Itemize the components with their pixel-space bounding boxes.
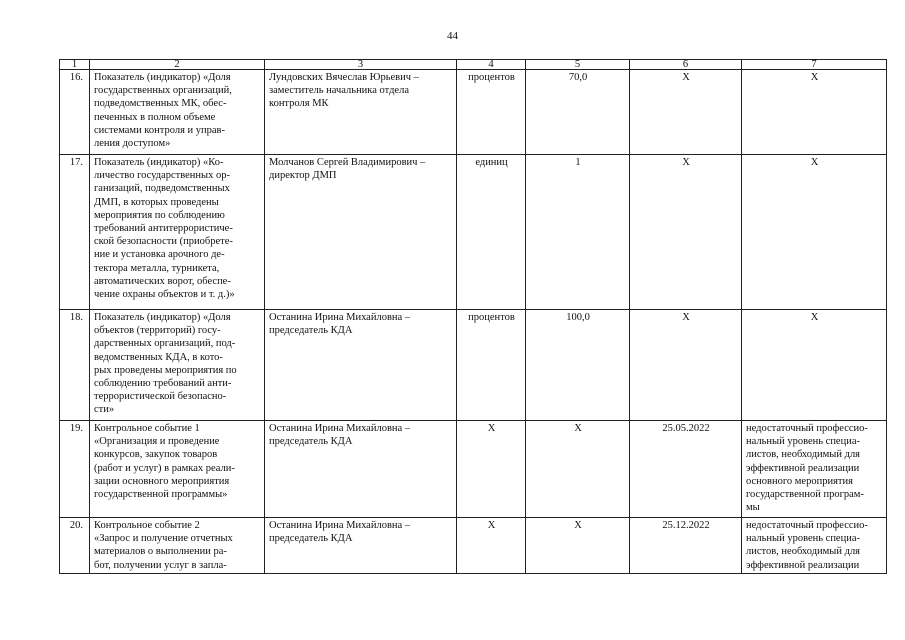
- row-number: 18.: [60, 310, 90, 421]
- row-number: 20.: [60, 518, 90, 574]
- date-cell: X: [630, 310, 742, 421]
- table-row: [60, 518, 887, 574]
- table-row: [60, 310, 887, 421]
- unit-cell: X: [457, 518, 526, 574]
- event-name: Контрольное событие 2 «Запрос и получение отчетных материалов о выполнении ра- бот, получении услуг в запла-: [90, 518, 265, 574]
- page-number: 44: [447, 30, 458, 42]
- indicator-name: Показатель (индикатор) «Доля государственных организаций, подведомственных МК, обес- печенных в полном объеме системами контроля и управ- ления доступом»: [90, 70, 265, 155]
- column-header: 5: [526, 60, 630, 70]
- responsible-person: Молчанов Сергей Владимирович – директор ДМП: [265, 155, 457, 310]
- unit-cell: процентов: [457, 310, 526, 421]
- risk-cell: недостаточный профессио- нальный уровень специа- листов, необходимый для эффективной реализации основного мероприятия государственной програм- мы: [742, 421, 887, 518]
- risk-cell: X: [742, 70, 887, 155]
- table-header-row: [60, 60, 887, 70]
- column-header: 4: [457, 60, 526, 70]
- risk-cell: X: [742, 310, 887, 421]
- responsible-person: Останина Ирина Михайловна – председатель КДА: [265, 421, 457, 518]
- column-header: 7: [742, 60, 887, 70]
- date-cell: X: [630, 70, 742, 155]
- document-table: [59, 59, 887, 574]
- indicator-name: Показатель (индикатор) «Доля объектов (территорий) госу- дарственных организаций, под- ведомственных КДА, в кото- рых проведены мероприятия по соблюдению требований анти- террористической безопасно- сти»: [90, 310, 265, 421]
- column-header: 3: [265, 60, 457, 70]
- table-row: [60, 70, 887, 155]
- row-number: 16.: [60, 70, 90, 155]
- date-cell: 25.05.2022: [630, 421, 742, 518]
- responsible-person: Останина Ирина Михайловна – председатель КДА: [265, 518, 457, 574]
- column-header: 2: [90, 60, 265, 70]
- date-cell: 25.12.2022: [630, 518, 742, 574]
- table-row: [60, 421, 887, 518]
- risk-cell: X: [742, 155, 887, 310]
- row-number: 17.: [60, 155, 90, 310]
- table-row: [60, 155, 887, 310]
- value-cell: 1: [526, 155, 630, 310]
- column-header: 1: [60, 60, 90, 70]
- indicator-name: Показатель (индикатор) «Ко- личество государственных ор- ганизаций, подведомственных ДМП, в которых проведены мероприятия по соблюдению требований антитеррористиче- ской безопасности (приобрете- ние и установка арочного де- тектора металла, турникета, автоматических ворот, обеспе- чение охраны объектов и т. д.)»: [90, 155, 265, 310]
- value-cell: X: [526, 518, 630, 574]
- responsible-person: Останина Ирина Михайловна – председатель КДА: [265, 310, 457, 421]
- value-cell: 100,0: [526, 310, 630, 421]
- date-cell: X: [630, 155, 742, 310]
- value-cell: 70,0: [526, 70, 630, 155]
- risk-cell: недостаточный профессио- нальный уровень специа- листов, необходимый для эффективной реализации: [742, 518, 887, 574]
- row-number: 19.: [60, 421, 90, 518]
- unit-cell: процентов: [457, 70, 526, 155]
- event-name: Контрольное событие 1 «Организация и проведение конкурсов, закупок товаров (работ и услуг) в рамках реали- зации основного мероприятия государственной программы»: [90, 421, 265, 518]
- responsible-person: Лундовских Вячеслав Юрьевич – заместитель начальника отдела контроля МК: [265, 70, 457, 155]
- value-cell: X: [526, 421, 630, 518]
- column-header: 6: [630, 60, 742, 70]
- unit-cell: X: [457, 421, 526, 518]
- unit-cell: единиц: [457, 155, 526, 310]
